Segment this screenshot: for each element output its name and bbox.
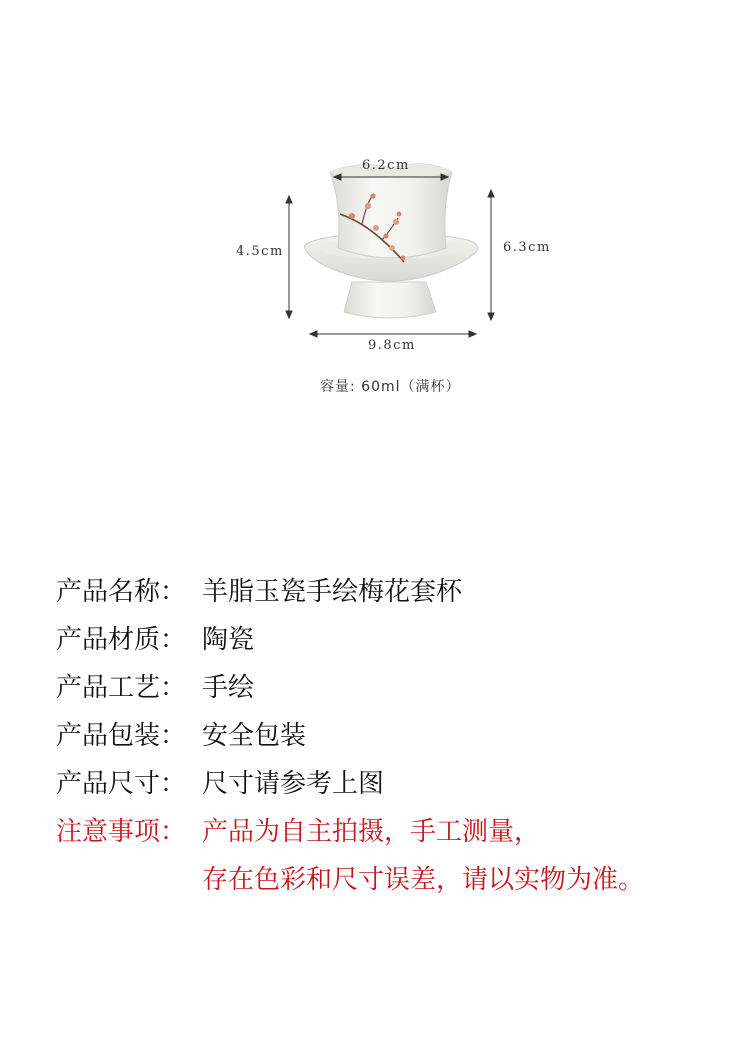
spec-value: 安全包装 bbox=[202, 721, 307, 751]
notice-key: 注意事项： bbox=[56, 817, 187, 847]
spec-row-packaging bbox=[56, 716, 736, 764]
top-width-label: 6.2cm bbox=[362, 158, 410, 173]
spec-key: 产品名称： bbox=[56, 577, 187, 607]
spec-key: 产品工艺： bbox=[56, 673, 187, 703]
spec-row-size bbox=[56, 764, 736, 812]
spec-value: 尺寸请参考上图 bbox=[202, 769, 385, 799]
product-specs bbox=[56, 572, 736, 908]
spec-value: 手绘 bbox=[202, 673, 255, 703]
spec-key: 产品包装： bbox=[56, 721, 187, 751]
notice-line-2: 存在色彩和尺寸误差，请以实物为准。 bbox=[202, 865, 645, 895]
total-height-label: 6.3cm bbox=[503, 240, 551, 255]
base-width-label: 9.8cm bbox=[368, 338, 416, 353]
spec-value: 陶瓷 bbox=[202, 625, 255, 655]
notice-row bbox=[56, 812, 736, 860]
spec-key: 产品尺寸： bbox=[56, 769, 187, 799]
spec-value: 羊脂玉瓷手绘梅花套杯 bbox=[202, 577, 463, 607]
spec-row-name bbox=[56, 572, 736, 620]
spec-row-material bbox=[56, 620, 736, 668]
capacity-label: 容量: 60ml（满杯） bbox=[320, 379, 461, 395]
spec-key: 产品材质： bbox=[56, 625, 187, 655]
notice-row-cont bbox=[56, 860, 736, 908]
cup-illustration bbox=[0, 0, 750, 420]
notice-line-1: 产品为自主拍摄，手工测量， bbox=[202, 817, 541, 847]
spec-row-craft bbox=[56, 668, 736, 716]
product-figure bbox=[0, 0, 750, 420]
cup-height-label: 4.5cm bbox=[236, 244, 284, 259]
